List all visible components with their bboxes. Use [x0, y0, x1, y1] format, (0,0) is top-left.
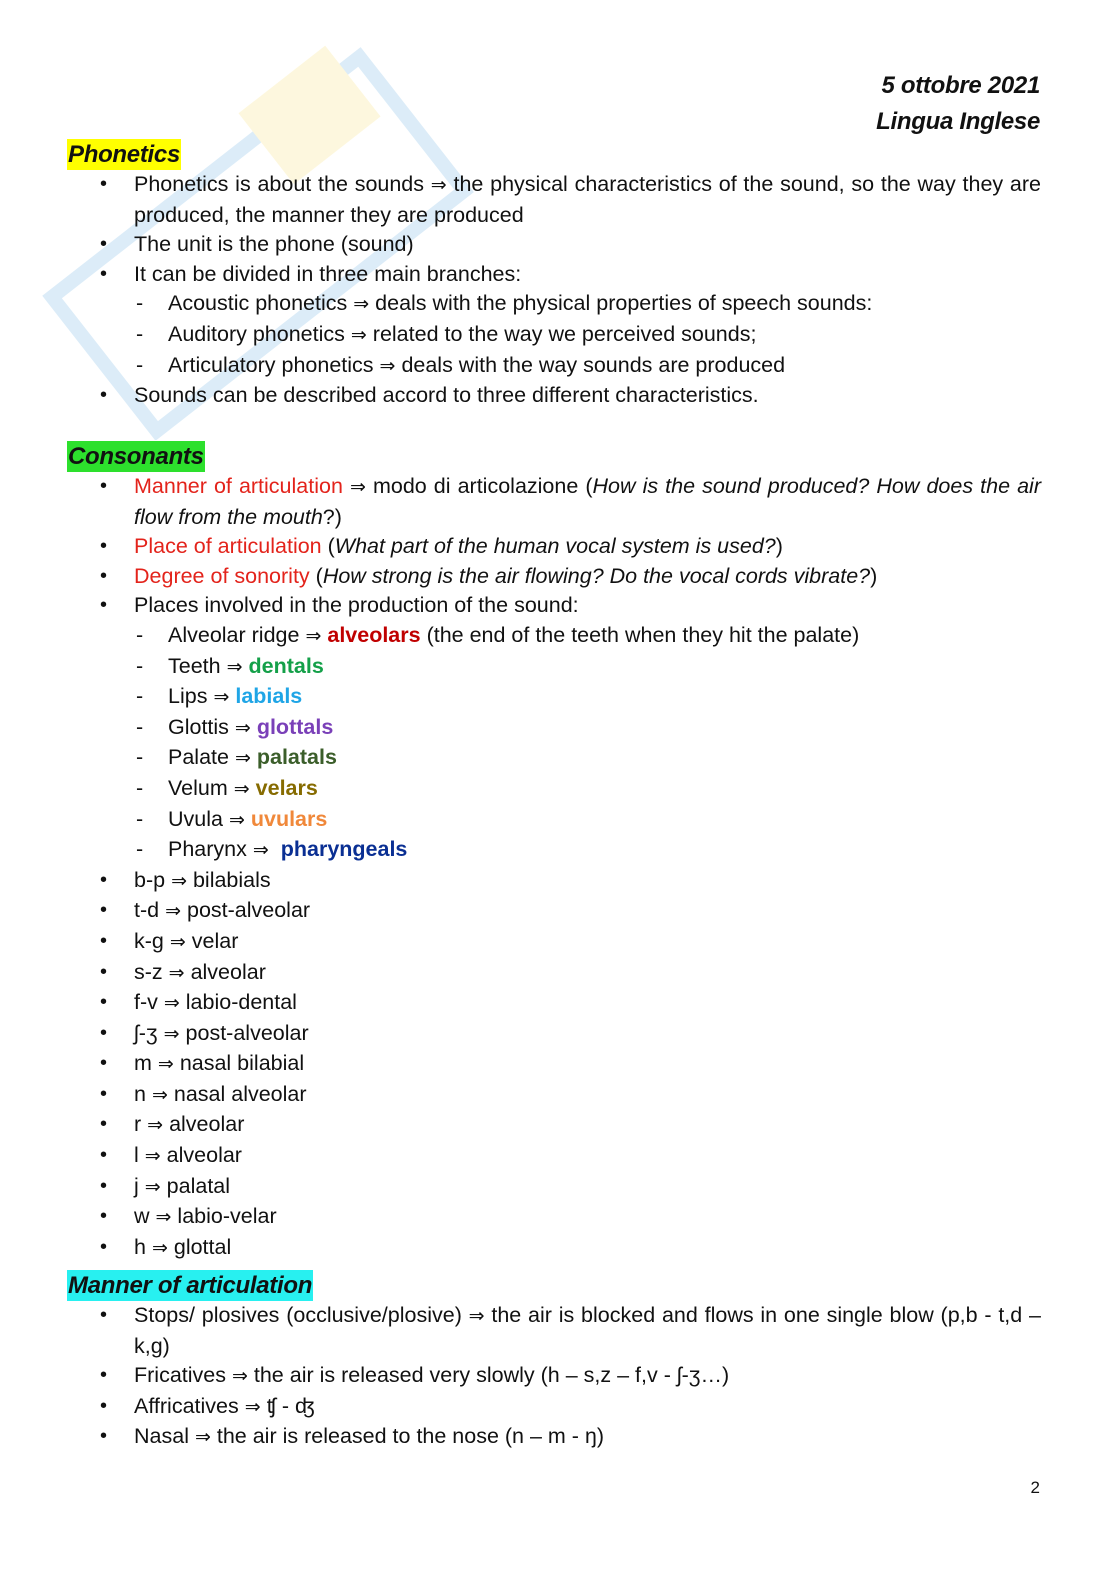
- arrow-icon: ⇒: [157, 1053, 174, 1076]
- manner-term: Affricatives: [134, 1393, 239, 1418]
- list-item: [67, 1422, 1041, 1453]
- arrow-icon: ⇒: [228, 808, 245, 831]
- bullet: •: [100, 1205, 108, 1228]
- degree-label: Degree of sonority: [134, 563, 310, 588]
- bullet: •: [100, 173, 108, 195]
- header-course: Lingua Inglese: [876, 108, 1040, 135]
- manner-term: Nasal: [134, 1424, 189, 1449]
- place-organ: Uvula: [168, 806, 223, 831]
- list-item: [67, 1141, 1041, 1172]
- manner-term: Fricatives: [134, 1363, 226, 1388]
- consonants-list: [67, 472, 1041, 1263]
- arrow-icon: ⇒: [350, 323, 367, 346]
- sound: r: [134, 1112, 142, 1137]
- dash: -: [136, 291, 144, 316]
- sound: w: [134, 1204, 150, 1229]
- place-term: glottals: [256, 714, 334, 739]
- bullet: •: [100, 1021, 108, 1044]
- list-item: [67, 230, 1041, 260]
- bullet: •: [100, 233, 108, 256]
- place-organ: Teeth: [168, 653, 221, 678]
- manner-desc: the air is blocked and flows in one single blow (p,b - t,d – k,g): [134, 1303, 1041, 1358]
- list-item: [67, 591, 1041, 865]
- dash: -: [136, 321, 144, 346]
- arrow-icon: ⇒: [231, 1365, 248, 1388]
- sound-desc: alveolar: [169, 1112, 245, 1137]
- arrow-icon: ⇒: [234, 716, 251, 739]
- page-number: 2: [1030, 1478, 1040, 1497]
- sub-list-item: [134, 682, 1041, 713]
- manner-desc: the air is released to the nose (n – m - ŋ): [216, 1424, 605, 1449]
- arrow-icon: ⇒: [163, 992, 180, 1015]
- item-text: Places involved in the production of the sound:: [134, 593, 579, 618]
- dash: -: [136, 745, 144, 770]
- place-label: Place of articulation: [134, 534, 322, 559]
- arrow-icon: ⇒: [379, 354, 396, 377]
- bullet: •: [100, 594, 108, 617]
- bullet: •: [100, 564, 108, 587]
- place-term: dentals: [248, 653, 324, 678]
- place-term: alveolars: [327, 622, 421, 647]
- manner-desc: the air is released very slowly (h – s,z – f,v - ʃ-ʒ…): [253, 1363, 730, 1388]
- branch-desc: deals with the way sounds are produced: [401, 352, 786, 377]
- arrow-icon: ⇒: [233, 777, 250, 800]
- list-item: [67, 381, 1041, 411]
- bullet: •: [100, 1364, 108, 1387]
- branch-desc: related to the way we perceived sounds;: [372, 321, 757, 346]
- place-organ: Lips: [168, 684, 208, 709]
- arrow-icon: ⇒: [155, 1206, 172, 1229]
- list-item: [67, 1392, 1041, 1423]
- arrow-icon: ⇒: [147, 1114, 164, 1137]
- sound-desc: labio-velar: [177, 1204, 277, 1229]
- list-item: [67, 1019, 1041, 1050]
- bullet: •: [100, 960, 108, 983]
- arrow-icon: ⇒: [144, 1145, 161, 1168]
- list-item: [67, 170, 1041, 230]
- bullet: •: [100, 535, 108, 558]
- arrow-icon: ⇒: [165, 900, 181, 923]
- item-text: ): [775, 534, 783, 559]
- branch-name: Acoustic phonetics: [168, 291, 348, 316]
- sound-desc: post-alveolar: [186, 898, 311, 923]
- manner-label: Manner of articulation: [134, 474, 343, 498]
- header-date: 5 ottobre 2021: [881, 72, 1040, 99]
- place-term: uvulars: [250, 806, 328, 831]
- branch-name: Articulatory phonetics: [168, 352, 374, 377]
- list-item: [67, 1361, 1041, 1392]
- dash: -: [136, 837, 144, 862]
- sub-list-item: [134, 805, 1041, 836]
- arrow-icon: ⇒: [349, 476, 366, 498]
- bullet: •: [100, 1235, 108, 1258]
- manner-term: Stops/ plosives (occlusive/plosive): [134, 1303, 462, 1327]
- place-organ: Velum: [168, 775, 228, 800]
- sound: h: [134, 1234, 146, 1259]
- list-item: [67, 532, 1041, 562]
- bullet: •: [100, 899, 108, 922]
- place-term: velars: [255, 775, 318, 800]
- item-text: ?): [322, 504, 342, 529]
- item-question: What part of the human vocal system is used?: [334, 534, 776, 559]
- list-item: [67, 896, 1041, 927]
- sound-desc: post-alveolar: [185, 1020, 309, 1045]
- arrow-icon: ⇒: [171, 869, 187, 892]
- sub-list-item: [134, 774, 1041, 805]
- arrow-icon: ⇒: [169, 930, 186, 953]
- sound-desc: palatal: [166, 1173, 231, 1198]
- sub-list-item: [134, 289, 1041, 320]
- sub-list-item: [134, 743, 1041, 774]
- sub-list-item: [134, 652, 1041, 683]
- manner-list: [67, 1301, 1041, 1453]
- bullet: •: [100, 1394, 108, 1417]
- list-item: [67, 1049, 1041, 1080]
- place-organ: Palate: [168, 745, 229, 770]
- bullet: •: [100, 384, 108, 407]
- list-item: [67, 472, 1041, 532]
- arrow-icon: ⇒: [144, 1175, 161, 1198]
- bullet: •: [100, 1425, 108, 1448]
- bullet: •: [100, 929, 108, 952]
- arrow-icon: ⇒: [244, 1395, 261, 1418]
- sound: l: [134, 1143, 139, 1168]
- item-text: (: [309, 563, 323, 588]
- sub-list-item: [134, 621, 1041, 652]
- item-text: (: [321, 534, 335, 559]
- arrow-icon: ⇒: [234, 747, 251, 770]
- arrow-icon: ⇒: [305, 624, 322, 647]
- sound-desc: velar: [191, 928, 239, 953]
- sound: f-v: [134, 990, 158, 1015]
- item-text: The unit is the phone (sound): [134, 232, 414, 257]
- list-item: [67, 927, 1041, 958]
- arrow-icon: ⇒: [168, 961, 185, 984]
- dash: -: [136, 352, 144, 377]
- sound: k-g: [134, 928, 164, 953]
- arrow-icon: ⇒: [226, 655, 243, 678]
- section-title-manner: Manner of articulation: [68, 1272, 313, 1299]
- bullet: •: [100, 1052, 108, 1075]
- sound: b-p: [134, 867, 166, 892]
- arrow-icon: ⇒: [194, 1426, 211, 1449]
- item-text: Phonetics is about the sounds: [134, 172, 425, 196]
- list-item: [67, 1233, 1041, 1264]
- sound: n: [134, 1081, 146, 1106]
- arrow-icon: ⇒: [151, 1083, 168, 1106]
- arrow-icon: ⇒: [468, 1305, 485, 1327]
- bullet: •: [100, 1082, 108, 1105]
- sub-list-item: [134, 351, 1041, 382]
- dash: -: [136, 714, 144, 739]
- branch-desc: deals with the physical properties of speech sounds:: [375, 291, 873, 316]
- sound: t-d: [134, 898, 160, 923]
- branches-list: [134, 289, 1041, 381]
- bullet: •: [100, 1113, 108, 1136]
- section-title-consonants: Consonants: [68, 443, 204, 470]
- list-item: [67, 562, 1041, 592]
- sound-desc: bilabials: [192, 867, 271, 892]
- section-title-phonetics: Phonetics: [68, 141, 180, 168]
- bullet: •: [100, 1304, 108, 1326]
- sub-list-item: [134, 835, 1041, 866]
- arrow-icon: ⇒: [252, 839, 269, 862]
- bullet: •: [100, 868, 108, 891]
- section-manner: [67, 1270, 1041, 1453]
- dash: -: [136, 653, 144, 678]
- list-item: [67, 1202, 1041, 1233]
- page-header: [876, 68, 1040, 140]
- arrow-icon: ⇒: [430, 174, 447, 196]
- places-list: [134, 621, 1041, 866]
- dash: -: [136, 806, 144, 831]
- list-item: [67, 1110, 1041, 1141]
- sound: s-z: [134, 959, 163, 984]
- arrow-icon: ⇒: [151, 1236, 168, 1259]
- bullet: •: [100, 262, 108, 285]
- item-text: the physical characteristics of the sound, so the way they are produced, the manner they are produced: [134, 172, 1041, 227]
- bullet: •: [100, 1144, 108, 1167]
- section-consonants: [67, 441, 1041, 1263]
- list-item: [67, 958, 1041, 989]
- item-text: It can be divided in three main branches:: [134, 261, 522, 286]
- arrow-icon: ⇒: [213, 686, 230, 709]
- item-text: ): [870, 563, 878, 588]
- list-item: [67, 1172, 1041, 1203]
- item-text: modo di articolazione (: [372, 474, 593, 498]
- list-item: [67, 988, 1041, 1019]
- sub-list-item: [134, 320, 1041, 351]
- place-organ: Alveolar ridge: [168, 622, 300, 647]
- list-item: [67, 1080, 1041, 1111]
- sub-list-item: [134, 713, 1041, 744]
- bullet: •: [100, 475, 108, 497]
- sound-desc: nasal alveolar: [173, 1081, 307, 1106]
- sound: ʃ-ʒ: [134, 1020, 158, 1045]
- sound: m: [134, 1051, 152, 1076]
- section-phonetics: [67, 139, 1041, 411]
- bullet: •: [100, 1174, 108, 1197]
- place-term: pharyngeals: [280, 837, 408, 862]
- list-item: [67, 260, 1041, 381]
- item-question: How is the sound produced? How does the air flow from the mouth: [134, 474, 1041, 529]
- bullet: •: [100, 991, 108, 1014]
- place-organ: Glottis: [168, 714, 229, 739]
- dash: -: [136, 622, 144, 647]
- sound-desc: alveolar: [190, 959, 266, 984]
- arrow-icon: ⇒: [163, 1022, 180, 1045]
- dash: -: [136, 775, 144, 800]
- branch-name: Auditory phonetics: [168, 321, 345, 346]
- sound-desc: glottal: [173, 1234, 232, 1259]
- list-item: [67, 1301, 1041, 1361]
- list-item: [67, 866, 1041, 897]
- sound-desc: labio-dental: [185, 990, 297, 1015]
- sound-desc: nasal bilabial: [179, 1051, 305, 1076]
- manner-desc: ʧ - ʤ: [266, 1393, 315, 1418]
- item-question: How strong is the air flowing? Do the vocal cords vibrate?: [322, 563, 871, 588]
- place-term: palatals: [256, 745, 337, 770]
- sound-desc: alveolar: [166, 1143, 242, 1168]
- place-note: (the end of the teeth when they hit the palate): [420, 622, 860, 647]
- arrow-icon: ⇒: [353, 293, 370, 316]
- place-organ: Pharynx: [168, 837, 247, 862]
- item-text: Sounds can be described accord to three different characteristics.: [134, 383, 759, 408]
- dash: -: [136, 684, 144, 709]
- place-term: labials: [235, 684, 303, 709]
- phonetics-list: [67, 170, 1041, 411]
- sound: j: [134, 1173, 139, 1198]
